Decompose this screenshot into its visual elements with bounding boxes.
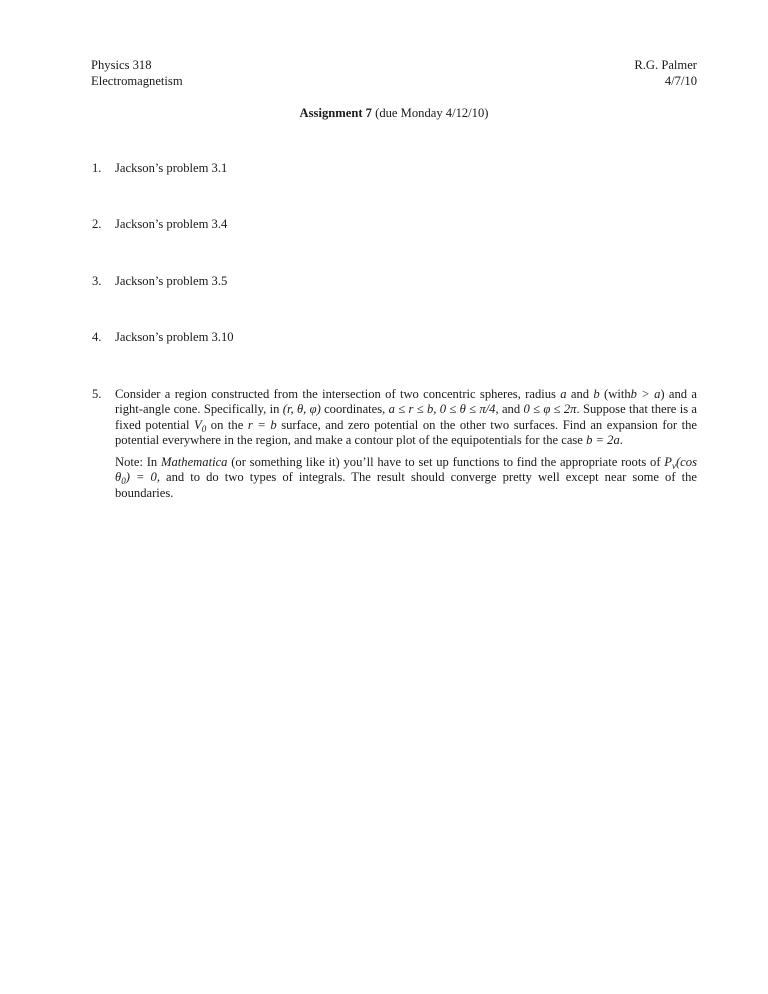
math-var: a [560,386,567,401]
note-text: Note: In [115,454,158,469]
problem-number: 3. [92,273,102,288]
problem-5-text: . Suppose that there is a fixed potential [115,402,698,432]
problem-text: Jackson’s problem 3.10 [115,330,234,344]
math-subscript: ν [671,460,676,471]
problem-5-note [115,455,697,502]
problem-number: 2. [92,217,102,231]
problem-text: Jackson’s problem 3.1 [115,160,228,175]
problem-item [91,217,697,233]
problem-item [91,330,697,346]
problem-5-text: (with [604,386,631,401]
course-subject: Electromagnetism [91,73,183,88]
problem-list [91,161,697,502]
course-number: Physics 318 [91,58,152,72]
math-var: b [593,386,600,401]
problem-5-text: , and [495,402,521,416]
math-var: (cos θ [115,454,697,484]
math-subscript: 0 [121,476,126,486]
due-date: (due Monday 4/12/10) [375,106,489,120]
software-name: Mathematica [161,454,228,469]
note-text: (or something like it) you’ll have to set up functions to find the appropriate roots of [231,454,661,469]
problem-5-text: ) and a right-angle cone. Specifically, in [115,386,697,416]
problem-text: Jackson’s problem 3.4 [115,217,228,231]
instructor-info [634,58,697,89]
problem-5-text: . [619,433,623,447]
math-expression: (r, θ, φ) [282,402,321,416]
problem-text: Jackson’s problem 3.5 [115,273,228,288]
math-expression: r = b [247,417,277,432]
assignment-page [91,58,697,501]
course-info [91,58,183,89]
problem-item [91,387,697,502]
problem-5-statement: Consider a region constructed from the intersection of two concentric spheres, radius a and b (withb > a) and a right-angle cone. Specifically, in (r, θ, φ) coordinates, a ≤ r ≤ b, 0 ≤ θ ≤ π/4, and 0 ≤ φ ≤ 2π. Suppose that there is a fixed potential $V_0$ on the r = b surface, and zero potential on the other two surfaces. Find an expansion for the potential everywhere in the region, and make a contour plot of the equipotentials for the case b = 2a. [115,386,698,447]
assignment-title [91,106,697,122]
math-var: P [664,454,672,469]
math-expression: a ≤ r ≤ b [388,402,434,416]
problem-number: 4. [92,330,102,344]
math-expression: 0 ≤ φ ≤ 2π [523,402,577,416]
math-subscript: 0 [201,423,207,434]
issue-date: 4/7/10 [664,73,697,88]
problem-item [91,274,697,290]
math-var: ) = 0 [125,470,157,484]
math-expression: b > a [630,386,661,401]
problem-item [91,161,697,177]
problem-5-text: coordinates, [324,402,386,416]
problem-5-text: on the [210,417,244,432]
problem-5-text: Consider a region constructed from the intersection of two concentric spheres, radius [115,386,556,401]
page-header [91,58,697,89]
math-expression [194,418,206,432]
problem-5-text: and [570,386,590,401]
math-var: V [194,417,202,432]
problem-number: 5. [92,386,102,401]
note-text: , and to do two types of integrals. The result should converge pretty well except near some of the boundaries. [115,470,697,500]
problem-5-text: surface, and zero potential on the other two surfaces. Find an expansion for the potential everywhere in the region, and make a contour plot of the equipotentials for the case [115,417,697,447]
math-expression: 0 ≤ θ ≤ π/4 [439,402,496,416]
assignment-label: Assignment 7 [299,106,372,120]
problem-number: 1. [92,160,102,175]
math-expression: b = 2a [586,433,620,447]
instructor-name: R.G. Palmer [634,58,697,72]
